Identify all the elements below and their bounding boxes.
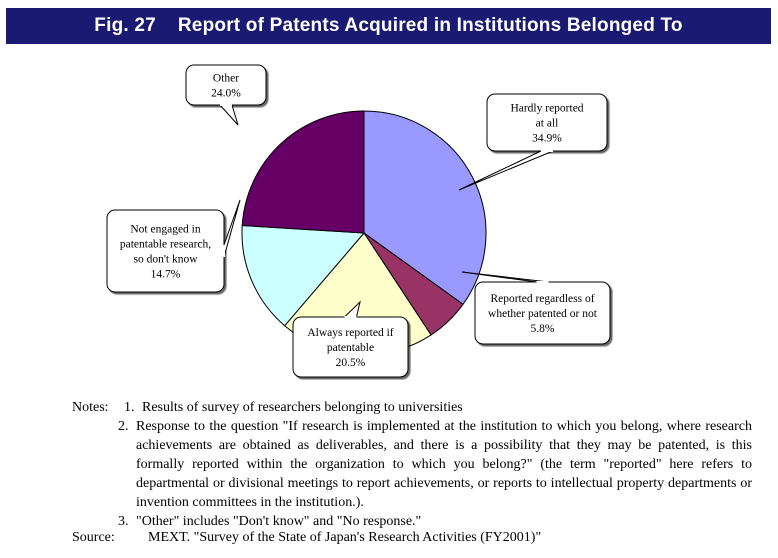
notes-section xyxy=(72,398,752,531)
note-text: Response to the question "If research is implemented at the institution to which you belong, where research achievements are obtained as deliverables, and there is a possibility that they may be patented, is this formally reported within the organization to which you belong?" (the term "reported" here refers to departmental or divisional meetings to report achievements, or reports to intellectual property departments or invention committees in the institution.). xyxy=(136,419,752,510)
slice-category-label: Reported regardless of xyxy=(490,293,595,305)
note-text: Results of survey of researchers belonging to universities xyxy=(142,400,463,415)
notes-label: Notes: xyxy=(72,400,109,415)
figure-number: Fig. 27 xyxy=(94,15,156,36)
note-number: 2. xyxy=(118,419,129,434)
note-row xyxy=(72,417,752,512)
slice-callout xyxy=(186,65,266,125)
slice-percent-label: 24.0% xyxy=(211,87,241,100)
slice-percent-label: 14.7% xyxy=(150,268,181,281)
note-text: "Other" includes "Don't know" and "No response." xyxy=(136,514,422,529)
slice-category-label: so don't know xyxy=(133,253,198,266)
callout-pointer xyxy=(459,151,553,190)
note-number: 3. xyxy=(118,514,129,529)
slice-category-label: Not engaged in xyxy=(130,223,201,236)
source-text: MEXT. "Survey of the State of Japan's Research Activities (FY2001)" xyxy=(148,530,542,545)
callout-pointer xyxy=(220,105,238,125)
slice-callout xyxy=(107,200,240,292)
source-line xyxy=(72,530,541,546)
note-number: 1. xyxy=(124,400,135,415)
slice-category-label: patentable xyxy=(326,342,375,354)
slice-category-label: Other xyxy=(212,72,240,85)
slice-category-label: Hardly reported xyxy=(510,102,584,115)
callout-pointer xyxy=(224,200,240,257)
slice-percent-label: 20.5% xyxy=(335,357,366,369)
figure-title: Report of Patents Acquired in Institutions Belonged To xyxy=(177,15,683,36)
figure-title-bar xyxy=(6,8,771,44)
slice-percent-label: 34.9% xyxy=(532,132,562,145)
slice-category-label: patentable research, xyxy=(119,238,212,251)
pie-chart xyxy=(0,50,778,390)
source-label: Source: xyxy=(72,530,115,545)
slice-category-label: Always reported if xyxy=(307,327,394,339)
slice-category-label: whether patented or not xyxy=(488,308,597,320)
slice-percent-label: 5.8% xyxy=(530,323,555,335)
slice-callout xyxy=(459,94,607,190)
slice-category-label: at all xyxy=(535,117,559,130)
note-row xyxy=(72,512,752,531)
note-row xyxy=(72,398,752,417)
slice-callout xyxy=(462,272,610,344)
pie-slice xyxy=(242,111,364,233)
